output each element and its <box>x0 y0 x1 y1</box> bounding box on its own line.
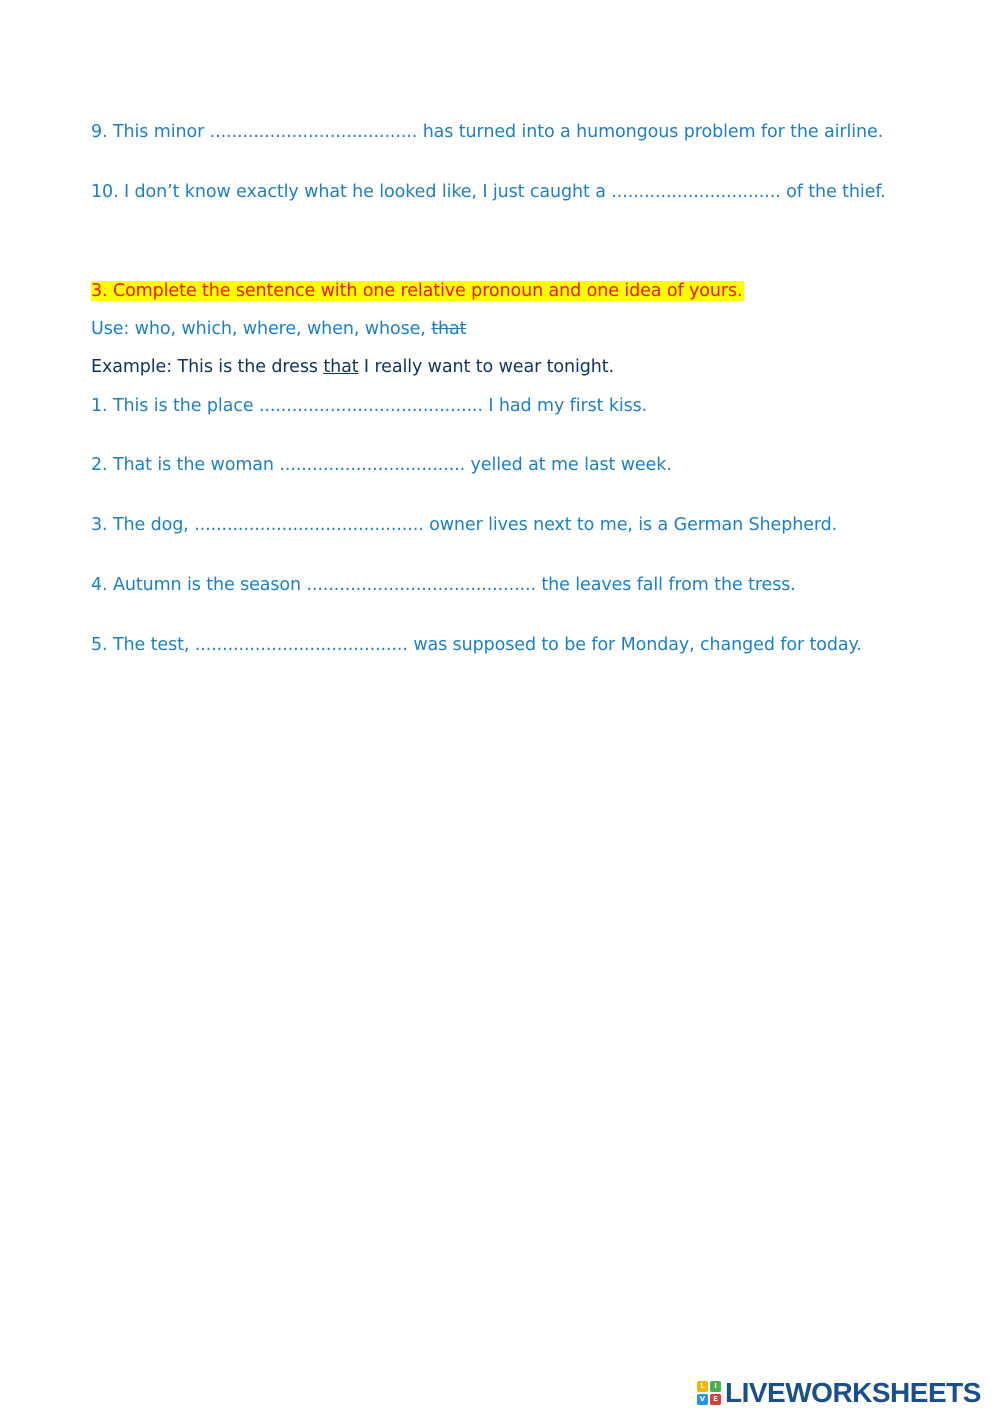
logo-tile-l: L <box>697 1381 708 1392</box>
example-suffix: I really want to wear tonight. <box>358 357 614 377</box>
logo-grid-icon <box>697 1381 721 1405</box>
exercise-item-10: 10. I don’t know exactly what he looked like, I just caught a ............................... of the thief. <box>91 182 886 202</box>
logo-tile-v: V <box>697 1394 708 1405</box>
question-item-3: 3. The dog, .......................................... owner lives next to me, is a German Shepherd. <box>91 515 838 535</box>
word-bank-struck-word: that <box>431 319 467 339</box>
logo-tile-i: I <box>710 1381 721 1392</box>
question-item-2: 2. That is the woman .................................. yelled at me last week. <box>91 455 672 475</box>
question-item-1: 1. This is the place ......................................... I had my first kiss. <box>91 396 648 416</box>
exercise-item-9: 9. This minor ...................................... has turned into a humongous problem for the airline. <box>91 122 884 142</box>
example-sentence <box>91 356 614 378</box>
word-bank-text: Use: who, which, where, when, whose, <box>91 319 432 339</box>
question-item-5: 5. The test, ....................................... was supposed to be for Monday, changed for today. <box>91 635 862 655</box>
section-heading <box>91 280 744 302</box>
word-bank <box>91 318 466 340</box>
logo-text: LIVEWORKSHEETS <box>725 1377 981 1408</box>
section-heading-text: 3. Complete the sentence with one relative pronoun and one idea of yours. <box>91 281 743 301</box>
example-prefix: Example: This is the dress <box>91 357 324 377</box>
question-item-4: 4. Autumn is the season .......................................... the leaves fall from the tress. <box>91 575 796 595</box>
logo-tile-e: E <box>710 1394 721 1405</box>
example-answer: that <box>323 357 359 377</box>
liveworksheets-logo <box>697 1378 981 1408</box>
